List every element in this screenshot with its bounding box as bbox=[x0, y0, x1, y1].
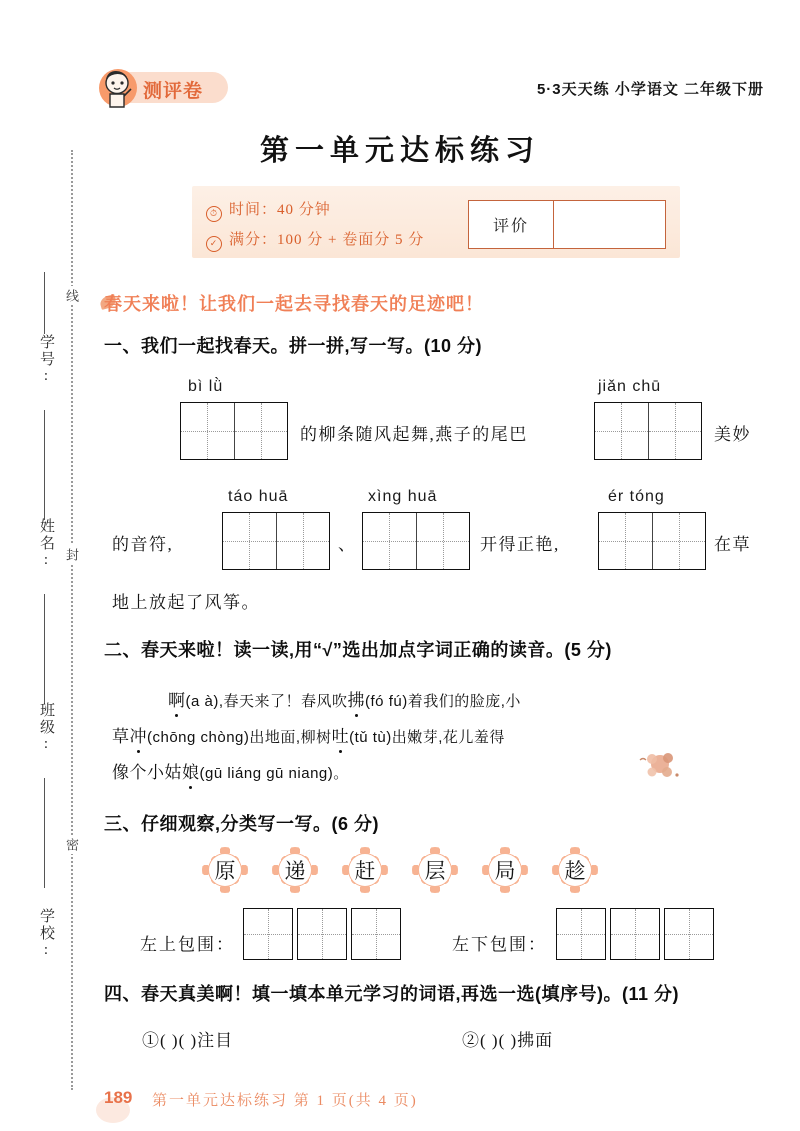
page-title: 第一单元达标练习 bbox=[259, 135, 540, 167]
grid-cell[interactable] bbox=[557, 909, 605, 959]
q1-grid-xinghua[interactable] bbox=[362, 512, 470, 570]
q1-grid-bilv[interactable] bbox=[180, 402, 288, 460]
clock-icon: ⏱ bbox=[206, 206, 222, 222]
question-1-heading: 一、我们一起找春天。拼一拼,写一写。(10 分) bbox=[104, 336, 483, 356]
character-label: 局 bbox=[494, 859, 516, 883]
dotted-char-chong: 冲 bbox=[130, 722, 148, 747]
q3-group1-box-3[interactable] bbox=[351, 908, 401, 960]
margin-label-student-id: 学号: bbox=[38, 334, 54, 386]
exam-time-line bbox=[206, 198, 331, 220]
q1-text-3: 的音符, bbox=[112, 535, 174, 554]
grid-cell[interactable] bbox=[276, 513, 330, 569]
q1-pinyin-ertong: ér tóng bbox=[608, 488, 665, 505]
margin-rule-2 bbox=[44, 410, 45, 520]
character-label: 层 bbox=[424, 859, 446, 883]
q1-grid-ertong[interactable] bbox=[598, 512, 706, 570]
question-4-heading: 四、春天真美啊！填一填本单元学习的词语,再选一选(填序号)。(11 分) bbox=[104, 984, 680, 1004]
evaluation-box bbox=[468, 200, 666, 249]
q1-grid-jianchu[interactable] bbox=[594, 402, 702, 460]
q4-answer-line-2[interactable]: ②( )( )拂面 bbox=[462, 1031, 554, 1050]
grid-cell[interactable] bbox=[416, 513, 470, 569]
character-card[interactable] bbox=[272, 847, 318, 893]
character-label: 趁 bbox=[564, 859, 586, 883]
question-2-heading: 二、春天来啦！读一读,用“√”选出加点字词正确的读音。(5 分) bbox=[104, 640, 612, 660]
dotted-char-tu: 吐 bbox=[332, 722, 350, 747]
character-card[interactable] bbox=[412, 847, 458, 893]
q1-pinyin-taohua: táo huā bbox=[228, 488, 289, 505]
grid-cell[interactable] bbox=[599, 513, 652, 569]
q1-pinyin-jianchu: jiǎn chū bbox=[598, 378, 662, 395]
grid-cell[interactable] bbox=[352, 909, 400, 959]
grid-cell[interactable] bbox=[223, 513, 276, 569]
character-label: 原 bbox=[214, 859, 236, 883]
student-mascot-icon bbox=[96, 66, 140, 110]
q3-group1-box-2[interactable] bbox=[297, 908, 347, 960]
exam-score-line bbox=[206, 228, 424, 250]
grid-cell[interactable] bbox=[244, 909, 292, 959]
q1-text-1: 的柳条随风起舞,燕子的尾巴 bbox=[300, 425, 528, 444]
margin-rule-1 bbox=[44, 272, 45, 334]
flower-decoration-icon bbox=[636, 748, 680, 782]
margin-label-class: 班级: bbox=[38, 702, 54, 754]
character-label: 递 bbox=[284, 859, 306, 883]
intro-sentence: 春天来啦！让我们一起去寻找春天的足迹吧！ bbox=[104, 294, 484, 314]
q3-group2-box-3[interactable] bbox=[664, 908, 714, 960]
q2-line1-rest2: (fó fú)着我们的脸庞,小 bbox=[365, 693, 521, 710]
q2-line1-rest: (a à),春天来了！春风吹 bbox=[185, 693, 348, 710]
q2-line3-a: 像个小姑 bbox=[112, 763, 182, 782]
character-card[interactable] bbox=[552, 847, 598, 893]
q2-passage-line-2 bbox=[112, 722, 505, 747]
margin-rule-3 bbox=[44, 594, 45, 704]
seam-char-seal: 封 bbox=[62, 545, 81, 564]
dotted-char-niang: 娘 bbox=[182, 758, 200, 783]
q1-text-5: 在草 bbox=[714, 535, 751, 554]
character-card[interactable] bbox=[202, 847, 248, 893]
q3-group-2-label: 左下包围： bbox=[452, 935, 547, 954]
grid-cell[interactable] bbox=[595, 403, 648, 459]
footer-label: 第一单元达标练习 第 1 页(共 4 页) bbox=[152, 1093, 418, 1109]
dotted-char-a: 啊 bbox=[168, 686, 186, 711]
q3-group2-box-2[interactable] bbox=[610, 908, 660, 960]
evaluation-label: 评价 bbox=[469, 201, 554, 248]
character-card[interactable] bbox=[482, 847, 528, 893]
seam-char-secret: 密 bbox=[62, 835, 81, 854]
grid-cell[interactable] bbox=[181, 403, 234, 459]
dotted-char-fu: 拂 bbox=[348, 686, 366, 711]
q2-passage-line-3 bbox=[112, 758, 349, 783]
margin-label-name: 姓名: bbox=[38, 518, 54, 570]
left-margin bbox=[0, 0, 96, 1131]
q3-group1-box-1[interactable] bbox=[243, 908, 293, 960]
q2-line2-c: (tǔ tù)出嫩芽,花儿羞得 bbox=[349, 729, 505, 746]
grid-cell[interactable] bbox=[611, 909, 659, 959]
grid-cell[interactable] bbox=[298, 909, 346, 959]
question-3-heading: 三、仔细观察,分类写一写。(6 分) bbox=[104, 814, 379, 834]
character-card-row bbox=[0, 847, 800, 893]
seam-char-line: 线 bbox=[62, 286, 81, 305]
book-series-line: 5·3天天练 小学语文 二年级下册 bbox=[536, 81, 764, 98]
character-card[interactable] bbox=[342, 847, 388, 893]
check-circle-icon: ✓ bbox=[206, 236, 222, 252]
character-label: 赶 bbox=[354, 859, 376, 883]
q1-text-2: 美妙 bbox=[714, 425, 751, 444]
margin-label-school: 学校: bbox=[38, 908, 54, 960]
grid-cell[interactable] bbox=[652, 513, 706, 569]
q2-line2-a: 草 bbox=[112, 727, 130, 746]
q2-line3-b: (gū liáng gū niang)。 bbox=[199, 765, 349, 782]
grid-cell[interactable] bbox=[363, 513, 416, 569]
grid-cell[interactable] bbox=[234, 403, 288, 459]
evaluation-input[interactable] bbox=[554, 201, 665, 248]
q4-answer-line-1[interactable]: ①( )( )注目 bbox=[142, 1031, 234, 1050]
q1-text-4: 开得正艳, bbox=[480, 535, 560, 554]
exam-time-text: 时间：40 分钟 bbox=[229, 202, 331, 218]
q1-pinyin-bilv: bì lǜ bbox=[188, 378, 224, 395]
grid-cell[interactable] bbox=[665, 909, 713, 959]
assessment-badge-label: 测评卷 bbox=[143, 81, 204, 102]
q3-group-1-label: 左上包围： bbox=[140, 935, 235, 954]
q3-group2-box-1[interactable] bbox=[556, 908, 606, 960]
q2-line2-b: (chōng chòng)出地面,柳树 bbox=[147, 729, 332, 746]
q1-pinyin-xinghua: xìng huā bbox=[368, 488, 438, 505]
q1-text-tail: 地上放起了风筝。 bbox=[112, 593, 260, 612]
q1-separator: 、 bbox=[338, 535, 357, 554]
q1-grid-taohua[interactable] bbox=[222, 512, 330, 570]
footer-page-number: 189 bbox=[104, 1088, 133, 1107]
exam-score-text: 满分：100 分 + 卷面分 5 分 bbox=[229, 232, 425, 248]
grid-cell[interactable] bbox=[648, 403, 702, 459]
q2-passage-line-1 bbox=[168, 686, 521, 711]
